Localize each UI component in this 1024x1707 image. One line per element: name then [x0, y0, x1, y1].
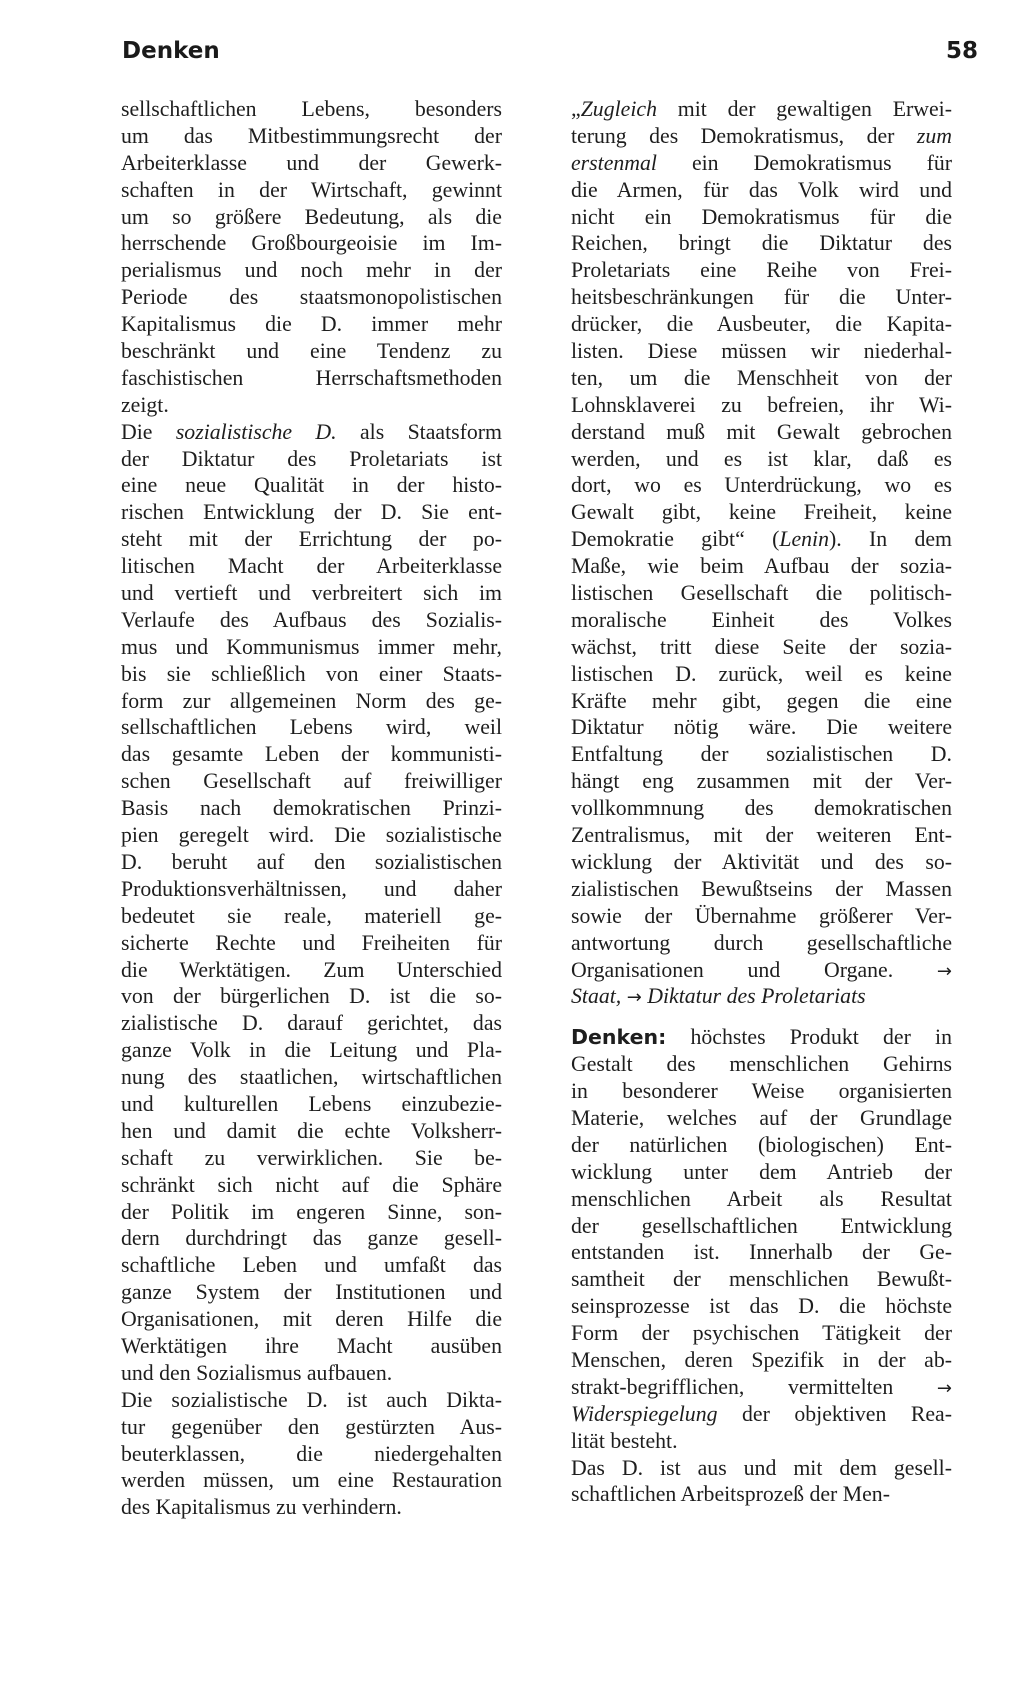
left-column-line: Organisationen, mit deren Hilfe die: [121, 1307, 502, 1332]
right-column-line: listischen D. zurück, weil es keine: [571, 661, 952, 686]
left-column-line: herrschende Großbourgeoisie im Im-: [121, 231, 502, 256]
left-column-line: Die sozialistische D. ist auch Dikta-: [121, 1387, 502, 1412]
left-column-line: eine neue Qualität in der histo-: [121, 473, 502, 498]
right-column-line: Proletariats eine Reihe von Frei-: [571, 258, 952, 283]
text-segment: höchstes Produkt der in: [666, 1025, 952, 1050]
text-segment: strakt-begrifflichen, vermittelten: [571, 1374, 937, 1399]
right-column-line: Lohnsklaverei zu befreien, ihr Wi-: [571, 392, 952, 417]
right-column-line: samtheit der menschlichen Bewußt-: [571, 1267, 952, 1292]
right-column-line: [571, 983, 952, 1010]
text-segment: als Staatsform: [336, 419, 502, 444]
left-column-line: beuterklassen, die niedergehalten: [121, 1441, 502, 1466]
entry-headword: Denken:: [571, 1025, 667, 1050]
left-column-line: zeigt.: [121, 392, 169, 417]
right-column-line: Kräfte mehr gibt, gegen die eine: [571, 688, 952, 713]
right-column-line: Zentralismus, mit der weiteren Ent-: [571, 823, 952, 848]
left-column-line: des Kapitalismus zu verhindern.: [121, 1495, 402, 1520]
left-column-line: mus und Kommunismus immer mehr,: [121, 634, 502, 659]
right-column-line: listischen Gesellschaft die politisch-: [571, 581, 952, 606]
right-column-line: listen. Diese müssen wir niederhal-: [571, 339, 952, 364]
left-column-line: ganze System der Institutionen und: [121, 1280, 502, 1305]
left-column-line: Kapitalismus die D. immer mehr: [121, 312, 502, 337]
text-segment: Organisationen und Organe.: [571, 957, 937, 982]
right-column-line: [571, 150, 952, 177]
left-column-line: rischen Entwicklung der D. Sie ent-: [121, 500, 502, 525]
left-column-line: beschränkt und eine Tendenz zu: [121, 339, 502, 364]
right-column-line: drücker, die Ausbeuter, die Kapita-: [571, 312, 952, 337]
left-column-line: um das Mitbestimmungsrecht der: [121, 123, 502, 148]
right-column-line: der gesellschaftlichen Entwicklung: [571, 1213, 952, 1238]
right-column-line: die Armen, für das Volk wird und: [571, 177, 952, 202]
text-segment: Die: [121, 419, 176, 444]
text-segment: „: [571, 97, 581, 121]
right-column-line: hängt eng zusammen mit der Ver-: [571, 769, 952, 794]
left-column-line: perialismus und noch mehr in der: [121, 258, 502, 283]
right-column-line: wächst, tritt diese Seite der sozia-: [571, 634, 952, 659]
left-column-line: Periode des staatsmonopolistischen: [121, 285, 502, 310]
right-column-line: Reichen, bringt die Diktatur des: [571, 231, 952, 256]
left-column-line: schaft zu verwirklichen. Sie be-: [121, 1145, 502, 1170]
left-column-line: und den Sozialismus aufbauen.: [121, 1360, 393, 1385]
right-column-line: werden, und es ist klar, daß es: [571, 446, 952, 471]
running-head-title: Denken: [122, 38, 220, 64]
right-column-line: Gestalt des menschlichen Gehirns: [571, 1052, 952, 1077]
right-column-line: [571, 1374, 952, 1401]
left-column-line: der Diktatur des Proletariats ist: [121, 446, 502, 471]
right-column-line: ten, um die Menschheit von der: [571, 365, 952, 390]
text-segment: Widerspiegelung: [571, 1401, 718, 1426]
left-column-line: hen und damit die echte Volksherr-: [121, 1118, 502, 1143]
text-segment: Lenin: [779, 527, 829, 552]
text-segment: mit der gewaltigen Erwei-: [656, 97, 952, 121]
left-column-line: ganze Volk in die Leitung und Pla-: [121, 1038, 502, 1063]
text-segment: terung des Demokratismus, der: [571, 123, 917, 148]
left-column-line: faschistischen Herrschaftsmethoden: [121, 365, 502, 390]
text-segment: sozialistische D.: [175, 419, 337, 444]
left-column-line: bedeutet sie reale, materiell ge-: [121, 903, 502, 928]
left-column-line: Basis nach demokratischen Prinzi-: [121, 796, 502, 821]
left-column-line: sellschaftlichen Lebens, besonders: [121, 97, 502, 121]
left-column-line: werden müssen, um eine Restauration: [121, 1468, 502, 1493]
right-column-line: der natürlichen (biologischen) Ent-: [571, 1132, 952, 1157]
right-column-line: Maße, wie beim Aufbau der sozia-: [571, 554, 952, 579]
cross-reference-arrow-icon: →: [626, 987, 642, 1009]
right-column-line: derstand muß mit Gewalt gebrochen: [571, 419, 952, 444]
right-column-line: wicklung der Aktivität und des so-: [571, 849, 952, 874]
right-column-line: [571, 123, 952, 150]
left-column-line: zialistische D. darauf gerichtet, das: [121, 1011, 502, 1036]
right-column-line: wicklung unter dem Antrieb der: [571, 1159, 952, 1184]
right-column-line: [571, 96, 952, 123]
left-column: [121, 96, 502, 1521]
cross-reference-arrow-icon: →: [936, 1377, 952, 1399]
right-column-line: Das D. ist aus und mit dem gesell-: [571, 1455, 952, 1480]
right-column-line: Gewalt gibt, keine Freiheit, keine: [571, 500, 952, 525]
left-column-line: schaften in der Wirtschaft, gewinnt: [121, 177, 502, 202]
right-column-line: entstanden ist. Innerhalb der Ge-: [571, 1240, 952, 1265]
left-column-line: pien geregelt wird. Die sozialistische: [121, 823, 502, 848]
right-column-line: dort, wo es Unterdrückung, wo es: [571, 473, 952, 498]
text-segment: Diktatur des Proletariats: [641, 984, 866, 1009]
left-column-line: sellschaftlichen Lebens wird, weil: [121, 715, 502, 740]
left-column-line: das gesamte Leben der kommunisti-: [121, 742, 502, 767]
right-column-line: [571, 957, 952, 984]
right-column-line: heitsbeschränkungen für die Unter-: [571, 285, 952, 310]
right-column-line: menschlichen Arbeit als Resultat: [571, 1186, 952, 1211]
right-column-line: Menschen, deren Spezifik in der ab-: [571, 1347, 952, 1372]
left-column-line: litischen Macht der Arbeiterklasse: [121, 554, 502, 579]
right-column-line: nicht ein Demokratismus für die: [571, 204, 952, 229]
right-column: [571, 96, 952, 1508]
text-segment: ein Demokratismus für: [656, 150, 952, 175]
left-column-line: die Werktätigen. Zum Unterschied: [121, 957, 502, 982]
right-column-line: schaftlichen Arbeitsprozeß der Men-: [571, 1482, 890, 1507]
page-number: 58: [945, 38, 978, 64]
left-column-line: D. beruht auf den sozialistischen: [121, 849, 502, 874]
left-column-line: Verlaufe des Aufbaus des Sozialis-: [121, 607, 502, 632]
right-column-line: vollkommnung des demokratischen: [571, 796, 952, 821]
left-column-line: und kulturellen Lebens einzubezie-: [121, 1091, 502, 1116]
left-column-line: [121, 419, 502, 446]
left-column-line: dern durchdringt das ganze gesell-: [121, 1226, 502, 1251]
right-column-line: seinsprozesse ist das D. die höchste: [571, 1294, 952, 1319]
text-segment: erstenmal: [571, 150, 657, 175]
left-column-line: Arbeiterklasse und der Gewerk-: [121, 150, 502, 175]
left-column-line: schränkt sich nicht auf die Sphäre: [121, 1172, 502, 1197]
left-column-line: bis sie schließlich von einer Staats-: [121, 661, 502, 686]
right-column-line: zialistischen Bewußtseins der Massen: [571, 876, 952, 901]
left-column-line: schaftliche Leben und umfaßt das: [121, 1253, 502, 1278]
right-column-line: Materie, welches auf der Grundlage: [571, 1105, 952, 1130]
text-segment: Zugleich: [580, 97, 657, 121]
right-column-line: [571, 1401, 952, 1428]
text-segment: Staat,: [571, 984, 627, 1009]
right-column-line: moralische Einheit des Volkes: [571, 607, 952, 632]
right-column-line: sowie der Übernahme größerer Ver-: [571, 903, 952, 928]
left-column-line: und vertieft und verbreitert sich im: [121, 581, 502, 606]
text-segment: Demokratie gibt“ (: [571, 527, 780, 552]
left-column-line: schen Gesellschaft auf freiwilliger: [121, 769, 502, 794]
text-segment: ). In dem: [829, 527, 952, 552]
cross-reference-arrow-icon: →: [936, 960, 952, 982]
right-column-line: [571, 526, 952, 553]
text-segment: der objektiven Rea-: [717, 1401, 952, 1426]
left-column-line: der Politik im engeren Sinne, son-: [121, 1199, 502, 1224]
left-column-line: tur gegenüber den gestürzten Aus-: [121, 1414, 502, 1439]
left-column-line: Produktionsverhältnissen, und daher: [121, 876, 502, 901]
right-column-line: Diktatur nötig wäre. Die weitere: [571, 715, 952, 740]
right-column-line: lität besteht.: [571, 1428, 678, 1453]
left-column-line: sicherte Rechte und Freiheiten für: [121, 930, 502, 955]
right-column-line: Form der psychischen Tätigkeit der: [571, 1321, 952, 1346]
running-head: [122, 38, 978, 64]
left-column-line: Werktätigen ihre Macht ausüben: [121, 1333, 502, 1358]
right-column-line: in besonderer Weise organisierten: [571, 1079, 952, 1104]
text-segment: zum: [916, 123, 952, 148]
left-column-line: um so größere Bedeutung, als die: [121, 204, 502, 229]
left-column-line: form zur allgemeinen Norm des ge-: [121, 688, 502, 713]
right-column-line: antwortung durch gesellschaftliche: [571, 930, 952, 955]
left-column-line: nung des staatlichen, wirtschaftlichen: [121, 1065, 502, 1090]
left-column-line: von der bürgerlichen D. ist die so-: [121, 984, 502, 1009]
right-column-line: Entfaltung der sozialistischen D.: [571, 742, 952, 767]
right-column-line: [571, 1024, 952, 1051]
left-column-line: steht mit der Errichtung der po-: [121, 527, 502, 552]
